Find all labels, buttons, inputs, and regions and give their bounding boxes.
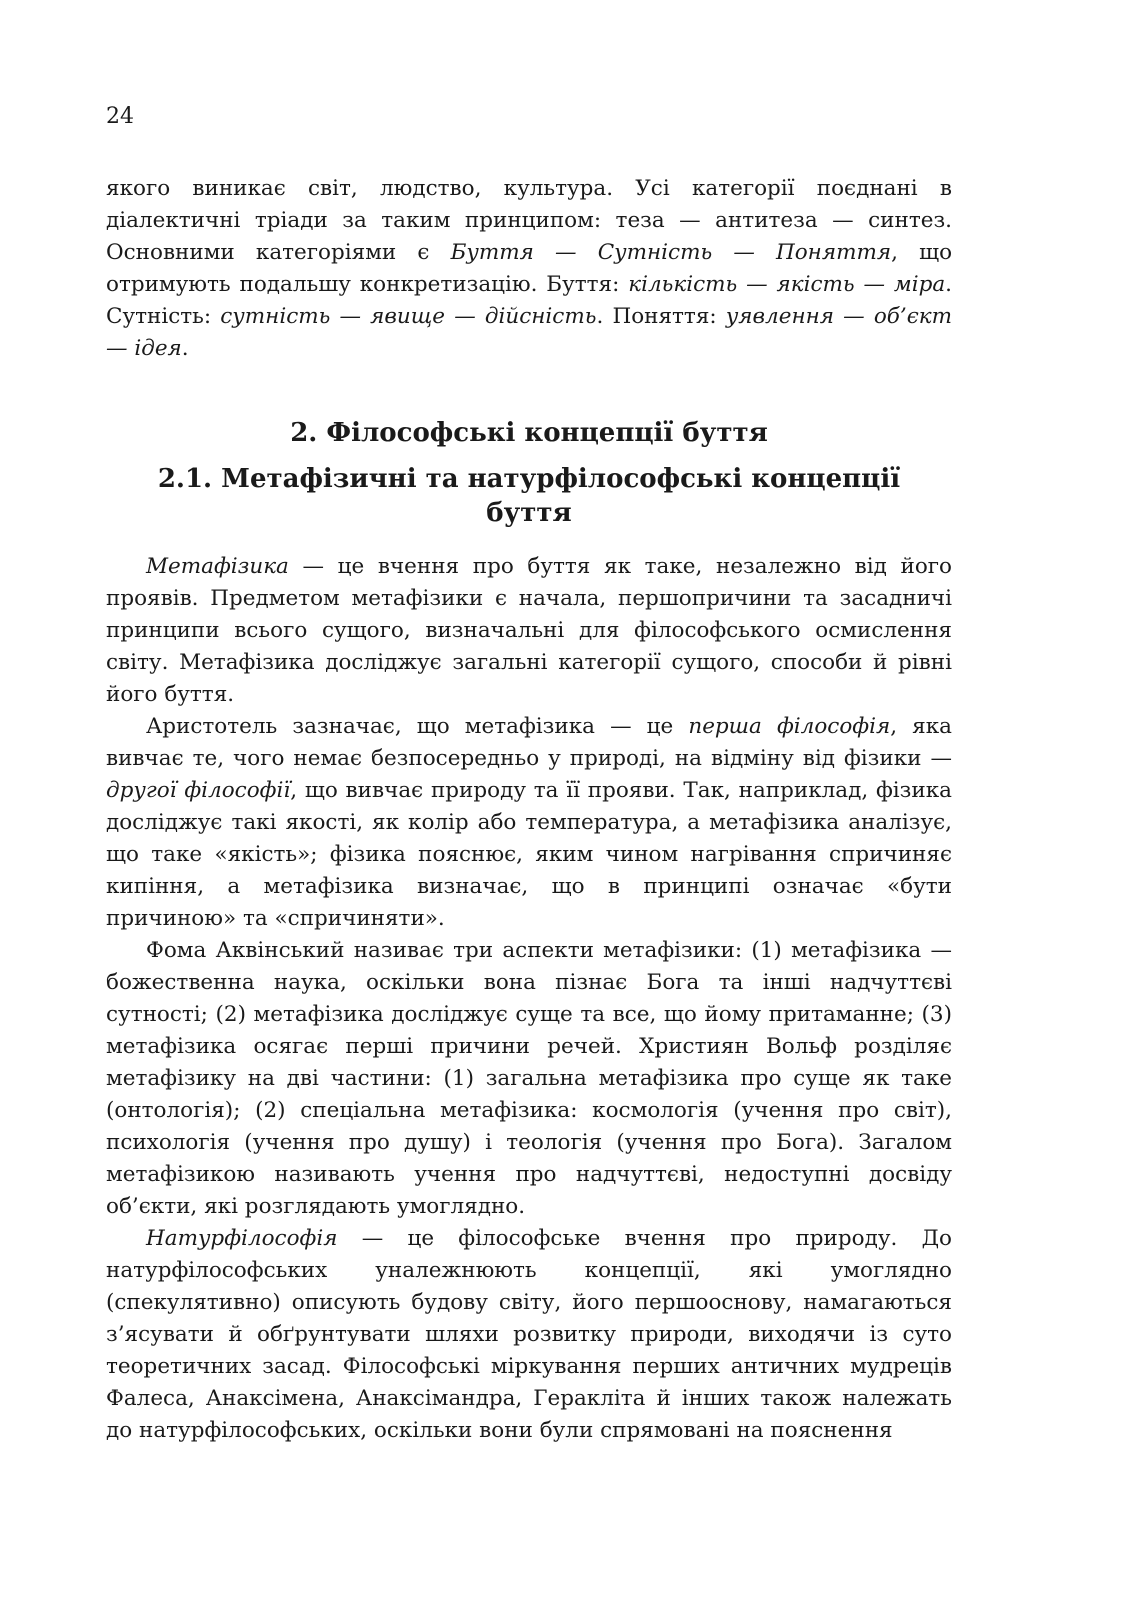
paragraph-metaphysics: [106, 551, 952, 711]
intro-text-1: якого виникає світ, людство, культура. Усі категорії поєднані в діалектичні тріади за таким принципом: теза — антитеза — синтез. Основними категоріями є: [106, 176, 952, 265]
term-natural-philosophy: Натурфілософія: [146, 1226, 338, 1251]
term-second-philosophy: другої філософії: [106, 778, 291, 803]
subsection-heading: 2.1. Метафізичні та натурфілософські концепції буття: [157, 464, 901, 528]
paragraph-metaphysics-text: — це вчення про буття як таке, незалежно від його проявів. Предметом метафізики є начала, першопричини та засадничі принципи всього сущого, визначальні для філософського осмислення світу. Метафізика досліджує загальні категорії сущого, способи й рівні його буття.: [106, 554, 952, 707]
intro-text-4: . Поняття:: [596, 304, 726, 329]
section-headings: [106, 414, 952, 530]
intro-italic-2: кількість — якість — міра: [628, 272, 946, 297]
paragraph-aristotle-text-3: , що вивчає природу та її прояви. Так, наприклад, фізика досліджує такі якості, як колір або температура, а метафізика аналізує, що таке «якість»; фізика пояснює, яким чином нагрівання спричиняє кипіння, а метафізика визначає, що в принципі означає «бути причиною» та «спричиняти».: [106, 778, 952, 931]
intro-text-3: . Сутність:: [106, 272, 952, 329]
section-heading: 2. Філософські концепції буття: [290, 418, 768, 448]
paragraph-aristotle: [106, 711, 952, 935]
term-metaphysics: Метафізика: [146, 554, 289, 579]
intro-italic-1: Буття — Сутність — Поняття: [450, 240, 892, 265]
intro-text-2: , що отримують подальшу конкретизацію. Буття:: [106, 240, 953, 297]
paragraph-natural-philosophy: [106, 1223, 952, 1447]
term-first-philosophy: перша філософія: [688, 714, 891, 739]
paragraph-aristotle-text-2: , яка вивчає те, чого немає безпосередньо у природі, на відміну від фізики —: [106, 714, 952, 771]
intro-italic-3: сутність — явище — дійсність: [220, 304, 597, 329]
body-text: [106, 551, 952, 1447]
paragraph-aristotle-text-1: Аристотель зазначає, що метафізика — це: [146, 714, 689, 739]
intro-text-5: .: [181, 336, 189, 361]
intro-italic-4: уявлення — об’єкт — ідея: [106, 304, 953, 361]
paragraph-natural-philosophy-text: — це філософське вчення про природу. До натурфілософських уналежнюють концепції, які умоглядно (спекулятивно) описують будову світу, його першооснову, намагаються з’ясувати й обґрунтувати шляхи розвитку природи, виходячи із суто теоретичних засад. Філософські міркування перших античних мудреців Фалеса, Анаксімена, Анаксімандра, Геракліта й інших також належать до натурфілософських, оскільки вони були спрямовані на пояснення: [106, 1226, 952, 1443]
paragraph-aquinas: Фома Аквінський називає три аспекти метафізики: (1) метафізика — божественна наука, оскільки вона пізнає Бога та інші надчуттєві сутності; (2) метафізика досліджує суще та все, що йому притаманне; (3) метафізика осягає перші причини речей. Християн Вольф розділяє метафізику на дві частини: (1) загальна метафізика про суще як таке (онтологія); (2) спеціальна метафізика: космологія (учення про світ), психологія (учення про душу) і теологія (учення про Бога). Загалом метафізикою називають учення про надчуттєві, недоступні досвіду об’єкти, які розглядають умоглядно.: [106, 938, 952, 1219]
intro-paragraph: [106, 173, 952, 365]
page-number: 24: [106, 104, 134, 129]
